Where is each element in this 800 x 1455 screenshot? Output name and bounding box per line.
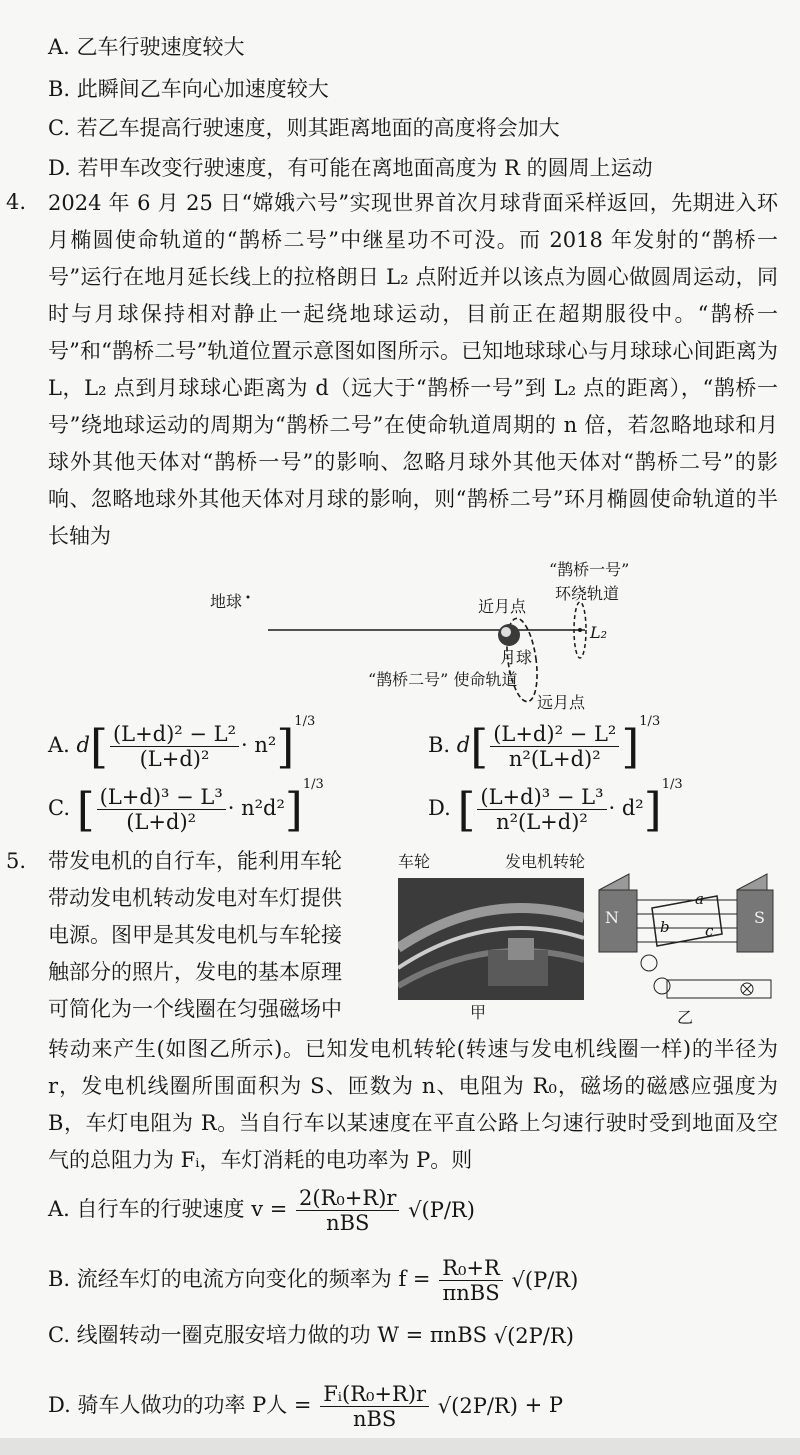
figure-jia-label: 甲 [470, 1003, 487, 1022]
page-bottom-edge [0, 1438, 800, 1455]
q5-option-d [48, 1382, 563, 1431]
q4-option-a: A. d[ $\frac{\text{(L+d)² − L²}}{\text{(L+d)²}}$ · n²]$^{1/3}$ [48, 714, 316, 774]
q4-option-c-label: C. [48, 796, 70, 821]
q5-option-c [48, 1322, 574, 1350]
q4-option-c-tail: · n²d² [227, 796, 285, 821]
q5-number: 5. [6, 849, 27, 873]
gen-wheel-label: 发电机转轮 [505, 852, 586, 871]
figure-yi-label: 乙 [677, 1008, 694, 1027]
q5-option-d-prefix: D. 骑车人做功的功率 P人 = [48, 1393, 312, 1418]
q4-option-a-numerator: (L+d)² − L² [110, 722, 239, 747]
q4-option-b-numerator: (L+d)² − L² [490, 722, 619, 747]
q4-option-d-denominator: n²(L+d)² [496, 810, 588, 835]
q4-number: 4. [6, 190, 27, 214]
q4-option-a-label: A. [48, 733, 70, 758]
q4-option-d-numerator: (L+d)³ − L³ [477, 785, 606, 810]
l2-label: L₂ [590, 623, 608, 642]
q4-option-a-tail: · n² [241, 733, 277, 758]
side-a-label: a [695, 890, 704, 908]
q4-option-a-fraction [110, 722, 239, 771]
perilune-label: 近月点 [478, 597, 527, 616]
q5-option-c-sqrt: √(2P/R) [493, 1323, 574, 1348]
q1-orbit-label-1: “鹊桥一号” [549, 560, 630, 579]
q5-option-b [48, 1256, 578, 1305]
q5-option-d-fraction: $\frac{\text{Fᵢ(R₀+R)r}}{\text{nBS}}$ [320, 1382, 429, 1431]
n-pole-label: N [605, 908, 619, 927]
q4-option-a-denominator: (L+d)² [139, 747, 210, 772]
q5-option-a-fraction: $\frac{\text{2(R₀+R)r}}{\text{nBS}}$ [296, 1186, 399, 1235]
q5-stem-line-4: 触部分的照片，发电的基本原理 [48, 960, 342, 984]
q4-option-d-fraction [477, 785, 606, 834]
q4-option-d-label: D. [428, 796, 451, 821]
q4-option-c-denominator: (L+d)² [126, 810, 197, 835]
q5-option-d-sqrt: √(2P/R) [437, 1393, 518, 1418]
q5-option-a-sqrt: √(P/R) [408, 1197, 475, 1222]
q4-option-b-label: B. [428, 733, 451, 758]
q3-option-b: B. 此瞬间乙车向心加速度较大 [48, 77, 329, 101]
wheel-label: 车轮 [398, 852, 431, 871]
q4-option-b: B. d[ $\frac{\text{(L+d)² − L²}}{\text{n²(L+d)²}}$ ]$^{1/3}$ [428, 714, 661, 774]
q4-option-d-tail: · d² [608, 796, 644, 821]
q5-option-c-prefix: C. 线圈转动一圈克服安培力做的功 W = πnBS [48, 1323, 488, 1347]
q5-option-d-tail: + P [524, 1393, 564, 1418]
q2-orbit-label: “鹊桥二号” 使命轨道 [368, 670, 518, 689]
q4-option-c-fraction [97, 785, 226, 834]
q5-stem-line-1: 带发电机的自行车，能利用车轮 [48, 849, 342, 873]
generator-photo [398, 878, 584, 1000]
q5-option-a-prefix: A. 自行车的行驶速度 v = [48, 1197, 288, 1222]
q3-option-d: D. 若甲车改变行驶速度，有可能在离地面高度为 R 的圆周上运动 [48, 156, 653, 180]
earth-label: 地球 [210, 592, 243, 611]
q5-stem-line-2: 带动发电机转动发电对车灯提供 [48, 886, 342, 910]
s-pole-label: S [754, 908, 765, 927]
q4-option-b-denominator: n²(L+d)² [508, 747, 601, 772]
q5-stem-rest: 转动来产生(如图乙所示)。已知发电机转轮(转速与发电机线圈一样)的半径为 r，发电机线圈所围面积为 S、匝数为 n、电阻为 R₀，磁场的磁感应强度为 B，车灯电阻为 R。当自行车以某速度在平直公路上匀速行驶时受到地面及空气的总阻力为 Fᵢ，车灯消耗的电功率为 P。则 [48, 1037, 778, 1172]
q3-option-c: C. 若乙车提高行驶速度，则其距离地面的高度将会加大 [48, 116, 560, 140]
apolune-label: 远月点 [537, 693, 586, 712]
q5-option-b-sqrt: √(P/R) [511, 1267, 579, 1292]
q1-orbit-label-2: 环绕轨道 [555, 584, 620, 603]
q5-option-a [48, 1186, 475, 1235]
side-c-label: c [705, 922, 714, 940]
side-b-label: b [660, 918, 670, 936]
q4-option-c-numerator: (L+d)³ − L³ [97, 785, 226, 810]
q5-option-b-fraction: $\frac{\text{R₀+R}}{\text{πnBS}}$ [439, 1256, 503, 1305]
q4-option-c: C. [ $\frac{\text{(L+d)³ − L³}}{\text{(L+d)²}}$ · n²d²]$^{1/3}$ [48, 777, 324, 837]
q5-stem-line-3: 电源。图甲是其发电机与车轮接 [48, 923, 342, 947]
q5-option-b-prefix: B. 流经车灯的电流方向变化的频率为 f = [48, 1267, 431, 1292]
moon-label: 月球 [500, 648, 533, 667]
q4-option-b-fraction [490, 722, 619, 771]
q5-stem-line-5: 可简化为一个线圈在匀强磁场中 [48, 997, 342, 1021]
q4-option-d: D. [ $\frac{\text{(L+d)³ − L³}}{\text{n²(L+d)²}}$ · d²]$^{1/3}$ [428, 777, 683, 837]
coil-diagram [597, 868, 777, 1008]
q3-option-a: A. 乙车行驶速度较大 [48, 35, 245, 59]
q4-stem: 2024 年 6 月 25 日“嫦娥六号”实现世界首次月球背面采样返回，先期进入环月椭圆使命轨道的“鹊桥二号”中继星功不可没。而 2018 年发射的“鹊桥一号”运行在地月延长线上的拉格朗日 L₂ 点附近并以该点为圆心做圆周运动，同时与月球保持相对静止一起绕地球运动，目前正在超期服役中。“鹊桥一号”和“鹊桥二号”轨道位置示意图如图所示。已知地球球心与月球球心间距离为 L，L₂ 点到月球球心距离为 d（远大于“鹊桥一号”到 L₂ 点的距离），“鹊桥一号”绕地球运动的周期为“鹊桥二号”在使命轨道周期的 n 倍，若忽略地球和月球外其他天体对“鹊桥一号”的影响、忽略月球外其他天体对“鹊桥二号”的影响、忽略地球外其他天体对月球的影响，则“鹊桥二号”环月椭圆使命轨道的半长轴为 [48, 191, 778, 548]
